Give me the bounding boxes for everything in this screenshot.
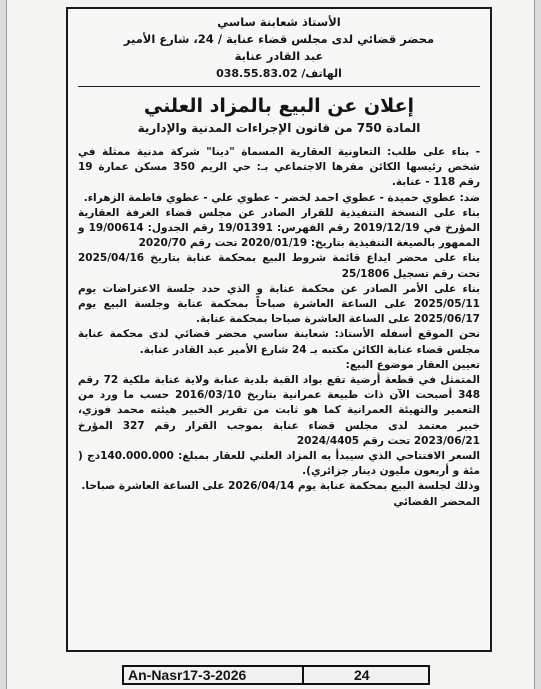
body-paragraph: السعر الافتتاحي الذي سيبدأ به المزاد العلني للعقار بمبلغ: 140.000.000دج ( مئة و أربعون مليون دينار جزائري). bbox=[78, 450, 480, 478]
notice-subtitle: المادة 750 من قانون الإجراءات المدنية والإدارية bbox=[137, 121, 421, 135]
issue-label: An-Nasr17-3-2026 bbox=[128, 667, 247, 683]
office-street: عبد القادر عنابة bbox=[234, 49, 324, 63]
body-paragraph: - بناء على طلب: التعاونية العقارية المسماة "دينا" شركة مدنية ممثلة في شخص رئيسها الكائن مقرها الاجتماعي بـ: حي الريم 350 مسكن عمارة 19 رقم 118 - عنابة. bbox=[78, 146, 480, 189]
body-paragraph: بناء على محضر ايداع قائمة شروط البيع بمحكمة عنابة بتاريخ 2025/04/16 تحت رقم تسجيل 25/1806 bbox=[78, 252, 480, 280]
newspaper-footer bbox=[122, 665, 430, 685]
bailiff-name: الأستاذ شعابنة ساسي bbox=[217, 15, 341, 29]
footer-divider bbox=[302, 667, 304, 683]
body-paragraph: المتمثل في قطعة أرضية تقع بواد القبة بلدية عنابة ولاية عنابة ملكية 72 رقم 348 أصبحت الآن ذات طبيعة عمرانية بتاريخ 2016/03/10 حسب ما ورد من التعمير والتهيئة العمرانية كما هو ثابت من تقرير الخبير هيئته محمد فوزي، خبير معتمد لدى مجلس قضاء عنابة بموجب القرار رقم 327 المؤرخ 2023/06/21 تحت رقم 2024/4405 bbox=[78, 374, 480, 447]
body-paragraph: وذلك لجلسة البيع بمحكمة عنابة يوم 2026/04/14 على الساعة العاشرة صباحا. bbox=[81, 480, 480, 493]
body-paragraph: بناء على الأمر الصادر عن محكمة عنابة و الذي حدد جلسة الاعتراضات يوم 2025/05/11 على الساعة العاشرة صباحاً بمحكمة عنابة وجلسة البيع يوم 2025/06/17 على الساعة العاشرة صباحا بمحكمة عنابة. bbox=[78, 282, 480, 326]
body-paragraph: ضد: عطوي حميدة - عطوي احمد لخضر - عطوي علي - عطوي فاطمة الزهراء. bbox=[83, 191, 480, 204]
phone-label: الهاتف/ bbox=[301, 67, 342, 80]
body-paragraph: بناء على النسخة التنفيذية للقرار الصادر عن مجلس قضاء الغرفة العقارية المؤرخ في 2019/12/19 رقم الفهرس: 19/01391 رقم الجدول: 19/00614 و الممهور بالصيغة التنفيذية بتاريخ: 2020/01/19 تحت رقم 2020/70 bbox=[78, 206, 480, 250]
signature-line: المحضر القضائي bbox=[393, 495, 480, 508]
page-number: 24 bbox=[354, 667, 370, 683]
left-page-edge bbox=[0, 0, 7, 689]
auction-notice bbox=[66, 7, 492, 652]
body-paragraph: نحن الموقع أسفله الأستاذ: شعابنة ساسي محضر قضائي لدى محكمة عنابة مجلس قضاء عنابة الكائن مكتبه بـ 24 شارع الأمير عبد القادر عنابة. bbox=[78, 328, 480, 356]
phone-number: 038.55.83.02 bbox=[216, 67, 298, 80]
notice-body bbox=[78, 145, 480, 510]
bailiff-office: محضر قضائي لدى مجلس قضاء عنابة / 24، شارع الأمير bbox=[123, 32, 435, 46]
notice-title: إعلان عن البيع بالمزاد العلني bbox=[143, 95, 415, 117]
phone-line bbox=[78, 65, 480, 82]
right-page-edge bbox=[534, 0, 541, 689]
body-paragraph: تعيين العقار موضوع البيع: bbox=[345, 358, 480, 371]
header-divider bbox=[78, 86, 480, 87]
